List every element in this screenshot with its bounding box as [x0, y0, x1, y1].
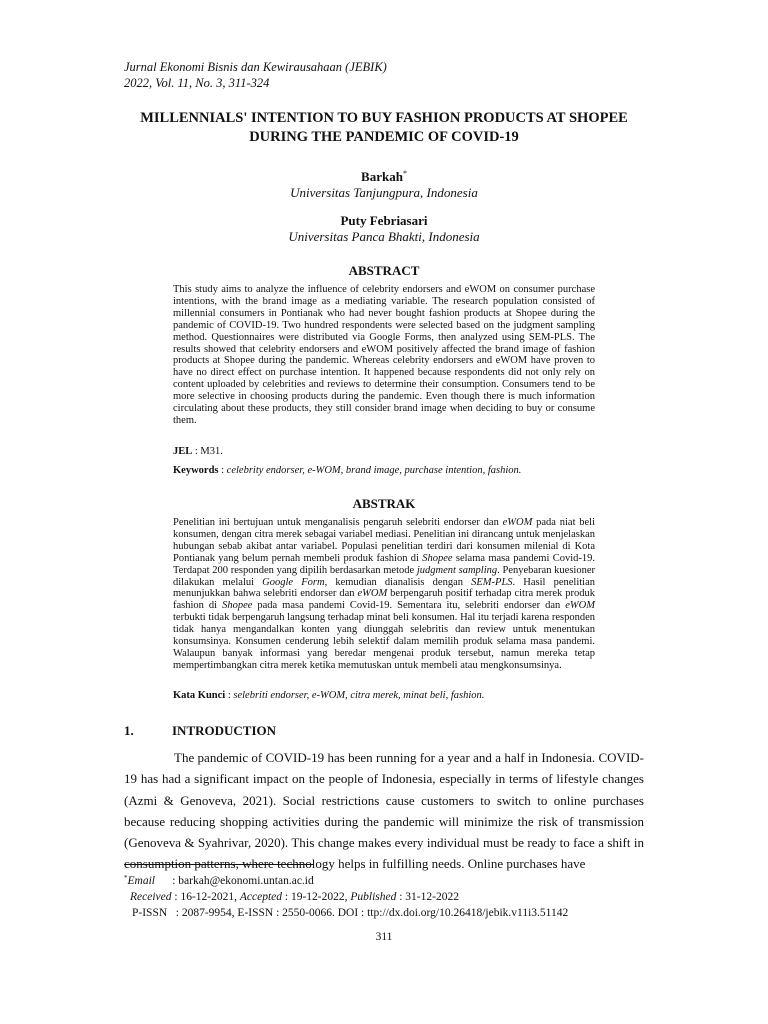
jel-value: : M31. — [194, 446, 223, 457]
introduction-paragraph: The pandemic of COVID-19 has been running for a year and a half in Indonesia. COVID-19 has had a significant impact on the people of Indonesia, especially in terms of lifestyle changes (Azmi & Genoveva, 2021). Social restrictions cause customers to switch to online purchases because reducing shopping activities during the pandemic will minimize the risk of transmission (Genoveva & Syahrivar, 2020). This change makes every individual must be ready to face a shift in consumption patterns, where technology helps in fulfilling needs. Online purchases have — [124, 750, 644, 872]
abstrak-heading: ABSTRAK — [352, 496, 416, 511]
keywords-label: Keywords — [173, 465, 219, 476]
section-number: 1. — [124, 723, 134, 738]
keywords-value: celebrity endorser, e-WOM, brand image, purchase intention, fashion. — [226, 465, 522, 476]
title-line-2: DURING THE PANDEMIC OF COVID-19 — [249, 129, 519, 145]
abstract-text: This study aims to analyze the influence of celebrity endorsers and eWOM on consumer purchase intentions, with the brand image as a mediating variable. The research population consisted of millennial consumers in Pontianak who had never bought fashion products at Shopee during the pandemic of COVID-19. Two hundred respondents were selected based on the judgment sampling method. Questionnaires were distributed via Google Forms, then analyzed using SEM-PLS. The results showed that celebrity endorsers and eWOM positively affected the brand image of fashion products at Shopee during the pandemic. Whereas celebrity endorsers and eWOM have proven to have no direct effect on purchase intention. It happened because respondents did not only rely on content uploaded by celebrities and reviews to determine their consumption. Consumers tend to be more selective in choosing products during the pandemic. Even though there is much information circulating about these products, they still consider brand image when deciding to buy or consume them. — [173, 284, 595, 426]
journal-name: Jurnal Ekonomi Bisnis dan Kewirausahaan (JEBIK) — [124, 60, 387, 74]
section-title: INTRODUCTION — [172, 723, 277, 738]
title-line-1: MILLENNIALS' INTENTION TO BUY FASHION PRODUCTS AT SHOPEE — [140, 110, 628, 126]
footnote-email: *Email : barkah@ekonomi.untan.ac.id — [124, 874, 314, 887]
paper-title — [110, 109, 658, 147]
author-affiliation: Universitas Panca Bhakti, Indonesia — [288, 229, 480, 244]
footnote-dates: Received : 16-12-2021, Accepted : 19-12-2022, Published : 31-12-2022 — [130, 891, 459, 903]
author-affiliation: Universitas Tanjungpura, Indonesia — [290, 185, 478, 200]
kata-kunci-line: Kata Kunci : selebriti endorser, e-WOM, citra merek, minat beli, fashion. — [173, 690, 485, 701]
footnote-divider — [124, 864, 314, 865]
page-number: 311 — [375, 931, 393, 943]
introduction-body — [124, 747, 644, 875]
journal-volume: 2022, Vol. 11, No. 3, 311-324 — [124, 75, 270, 90]
author-block-2 — [0, 213, 768, 245]
jel-label: JEL — [173, 446, 193, 457]
author-name: Barkah* — [361, 169, 407, 184]
author-footnote-mark: * — [402, 169, 407, 178]
abstract-heading: ABSTRACT — [348, 263, 420, 278]
footnote-issn: P-ISSN : 2087-9954, E-ISSN : 2550-0066. DOI : ttp://dx.doi.org/10.26418/jebik.v11i3.51142 — [132, 907, 569, 919]
abstrak-text: Penelitian ini bertujuan untuk menganalisis pengaruh selebriti endorser dan eWOM pada niat beli konsumen, dengan citra merek sebagai variabel mediasi. Penelitian ini dirancang untuk menjelaskan hubungan sebab akibat antar variabel. Populasi penelitian terdiri dari konsumen milenial di Kota Pontianak yang belum pernah membeli produk fashion di Shopee selama masa pandemi Covid-19. Terdapat 200 responden yang dipilih berdasarkan metode judgment sampling. Penyebaran kuesioner dilakukan melalui Google Form, kemudian dianalisis dengan SEM-PLS. Hasil penelitian menunjukkan bahwa selebriti endorser dan eWOM berpengaruh positif terhadap citra merek produk fashion di Shopee pada masa pandemi Covid-19. Sementara itu, selebriti endorser dan eWOM terbukti tidak berpengaruh langsung terhadap minat beli konsumen. Hal itu terjadi karena responden tidak hanya mengandalkan konten yang diunggah selebritis dan review untuk menentukan konsumsinya. Konsumen cenderung lebih selektif dalam memilih produk selama masa pandemi. Walaupun banyak informasi yang beredar mengenai produk tersebut, namun mereka tetap mempertimbangkan citra merek ketika memutuskan untuk membeli atau mengkonsumsinya. — [173, 517, 596, 671]
keywords-line: Keywords : celebrity endorser, e-WOM, brand image, purchase intention, fashion. — [173, 465, 522, 476]
kata-kunci-label: Kata Kunci — [173, 690, 226, 701]
kata-kunci-value: selebriti endorser, e-WOM, citra merek, minat beli, fashion. — [233, 690, 485, 701]
journal-info — [124, 60, 387, 91]
author-block-1 — [0, 166, 768, 201]
author-name: Puty Febriasari — [340, 213, 428, 228]
section-heading-introduction — [124, 723, 276, 739]
jel-line — [173, 445, 613, 458]
footnotes — [124, 870, 664, 921]
